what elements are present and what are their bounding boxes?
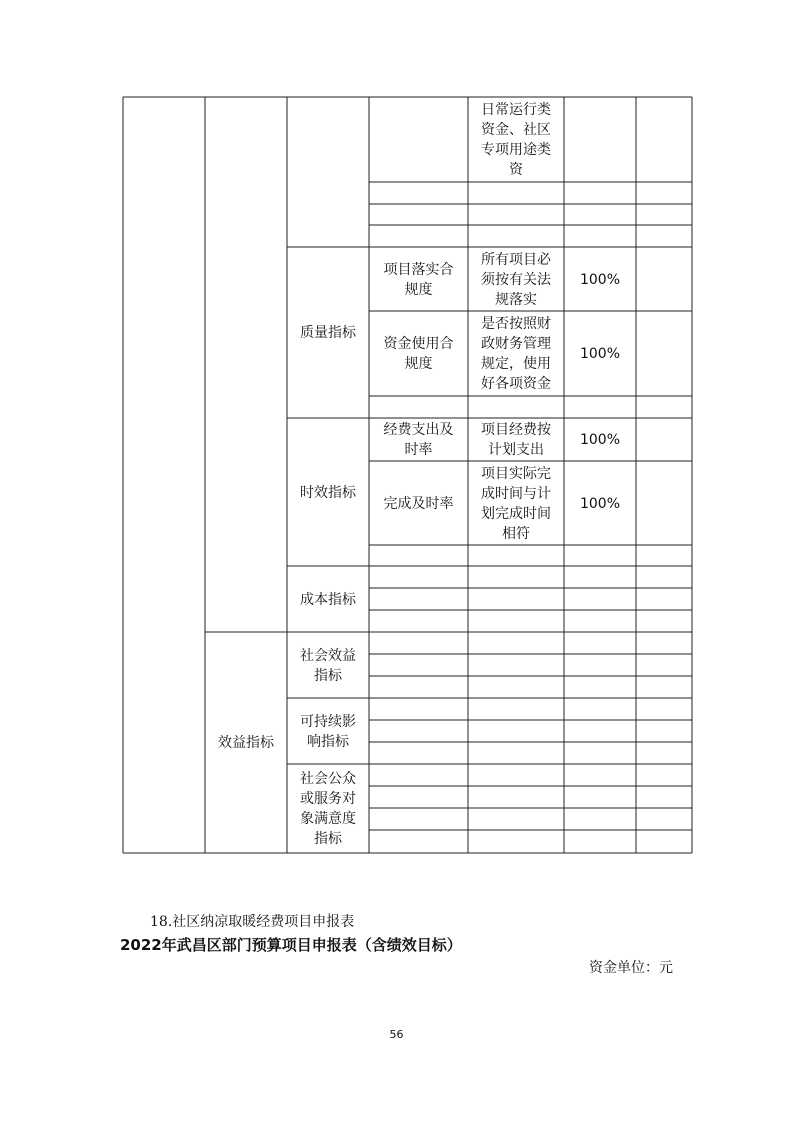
sustainability-label: 可持续影 响指标 — [300, 713, 356, 750]
form-heading: 2022年武昌区部门预算项目申报表（含绩效目标） — [120, 936, 462, 954]
expense-time-value: 100% — [579, 432, 621, 448]
social-benefit-label: 社会效益 指标 — [300, 647, 356, 684]
fund-unit-label: 资金单位：元 — [589, 960, 673, 976]
benefit-indicator-label: 效益指标 — [218, 735, 274, 751]
expense-time-description: 项目经费按 计划支出 — [481, 422, 551, 458]
expense-time-name: 经费支出及 时率 — [383, 422, 454, 458]
fund-use-value: 100% — [579, 346, 621, 362]
quality-indicator-label: 质量指标 — [300, 325, 356, 341]
completion-value: 100% — [579, 495, 621, 512]
compliance-value: 100% — [579, 271, 621, 288]
satisfaction-label: 社会公众 或服务对 象满意度 指标 — [300, 771, 356, 847]
fund-use-name: 资金使用合 规度 — [383, 336, 454, 372]
compliance-name: 项目落实合 规度 — [383, 261, 454, 298]
page-number: 56 — [389, 1028, 404, 1041]
section-caption: 18.社区纳凉取暖经费项目申报表 — [150, 914, 355, 930]
fund-use-description: 是否按照财 政财务管理 规定，使用 好各项资金 — [481, 316, 551, 392]
usage-description: 日常运行类 资金、社区 专项用途类 资 — [481, 102, 551, 178]
cost-indicator-label: 成本指标 — [300, 591, 356, 608]
compliance-description: 所有项目必 须按有关法 规落实 — [481, 251, 551, 308]
timeliness-indicator-label: 时效指标 — [300, 484, 356, 501]
completion-description: 项目实际完 成时间与计 划完成时间 相符 — [481, 465, 551, 542]
completion-name: 完成及时率 — [383, 495, 454, 512]
